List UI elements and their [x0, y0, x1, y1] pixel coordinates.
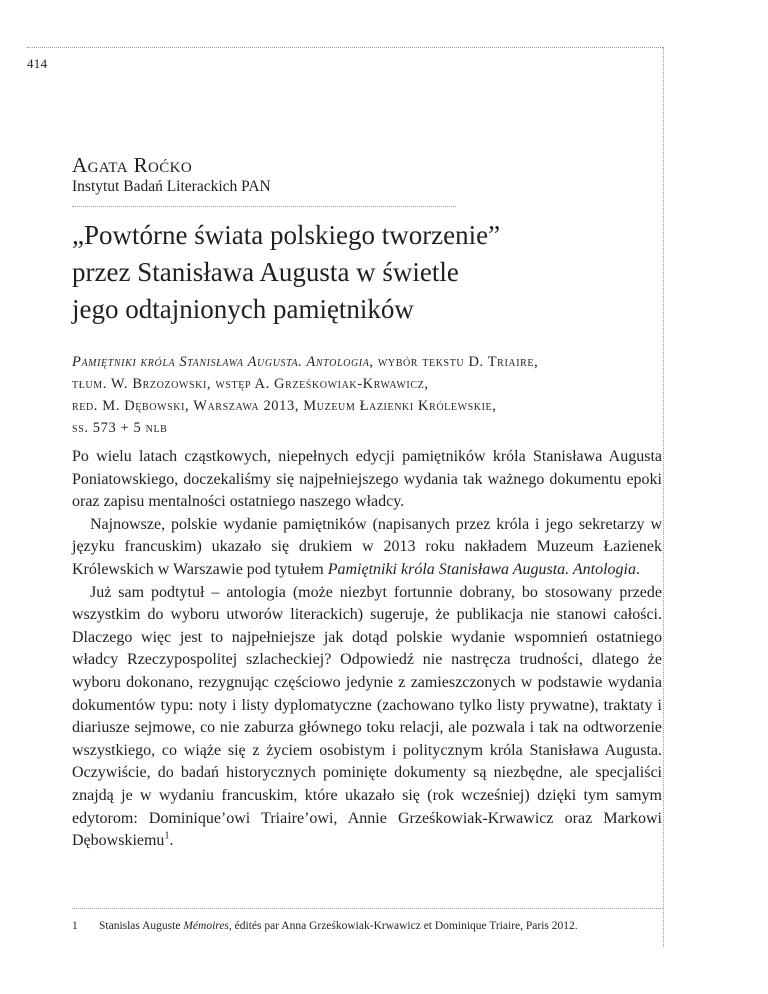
- author-name: Agata Roćko: [72, 153, 193, 177]
- title-line: jego odtajnionych pamiętników: [72, 294, 414, 324]
- footnote: [72, 918, 662, 934]
- paragraph-3-end: .: [169, 832, 174, 850]
- reviewed-book-bibliography: [72, 351, 662, 439]
- bib-line-3: red. M. Dębowski, Warszawa 2013, Muzeum Łazienki Królewskie,: [72, 398, 497, 414]
- footnote-text-start: Stanislas Auguste: [99, 920, 184, 932]
- title-line: przez Stanisława Augusta w świetle: [72, 257, 459, 287]
- footnote-text: [99, 918, 662, 934]
- top-dotted-rule: [27, 47, 663, 48]
- article-title: [72, 217, 662, 328]
- footnote-reference[interactable]: 1: [164, 830, 170, 842]
- footnote-text-end: , édités par Anna Grześkowiak-Krwawicz et Dominique Triaire, Paris 2012.: [228, 920, 578, 932]
- bib-line-1-rest: , wybór tekstu D. Triaire,: [369, 354, 539, 370]
- footnote-number: 1: [72, 920, 78, 932]
- paragraph-2-end: .: [635, 560, 640, 578]
- page-number: 414: [27, 56, 48, 71]
- paragraph-3: [72, 582, 662, 853]
- paragraph-2: [72, 514, 662, 582]
- paragraph-2-book-title: Pamiętniki króla Stanisława Augusta. Antologia: [327, 560, 636, 578]
- paragraph-2-text: Najnowsze, polskie wydanie pamiętników (napisanych przez króla i jego sekretarzy w języku francuskim) ukazało się drukiem w 2013 roku nakładem Muzeum Łazienek Królewskich w Warszawie pod tytułem: [72, 515, 662, 578]
- bib-line-4: ss. 573 + 5 nlb: [72, 420, 168, 436]
- article-body: [72, 446, 662, 853]
- author-affiliation: Instytut Badań Literackich PAN: [72, 178, 271, 195]
- right-dotted-rule: [663, 47, 664, 947]
- title-line: „Powtórne świata polskiego tworzenie”: [72, 220, 501, 250]
- paragraph-3-text: Już sam podtytuł – antologia (może niezbyt fortunnie dobrany, bo stosowany przede wszystkim do wyboru utworów literackich) sugeruje, że publikacja nie stanowi całości. Dlaczego więc jest to najpełniejsze jak dotąd polskie wydanie wspomnień ostatniego władcy Rzeczypospolitej szlacheckiej? Odpowiedź nie nastręcza trudności, dlatego że wyboru dokonano, rezygnując częściowo jedynie z zamieszczonych w podstawie wydania dokumentów typu: noty i listy dyplomatyczne (zachowano tylko listy prywatne), traktaty i diariusze sejmowe, co nie zaburza głównego toku relacji, ale pozwala i tak na odtworzenie wszystkiego, co wiąże się z życiem osobistym i politycznym króla Stanisława Augusta. Oczywiście, do badań historycznych pominięte dokumenty są niezbędne, ale specjaliści znajdą je w wydaniu francuskim, które ukazało się (rok wcześniej) dzięki tym samym edytorom: Dominique’owi Triaire’owi, Annie Grześkowiak-Krwawicz oraz Markowi Dębowskiemu: [72, 583, 662, 850]
- reviewed-book-title: Pamiętniki króla Stanisława Augusta. Antologia: [72, 354, 370, 370]
- footnote-italic-title: Mémoires: [183, 920, 229, 932]
- header-dotted-divider: [72, 206, 456, 207]
- bib-line-2: tłum. W. Brzozowski, wstęp A. Grześkowiak-Krwawicz,: [72, 376, 429, 392]
- footnote-dotted-divider: [72, 908, 663, 909]
- paragraph-1: Po wielu latach cząstkowych, niepełnych edycji pamiętników króla Stanisława Augusta Poniatowskiego, doczekaliśmy się najpełniejszego wydania tak ważnego dokumentu epoki oraz zapisu mentalności ostatniego naszego władcy.: [72, 448, 662, 511]
